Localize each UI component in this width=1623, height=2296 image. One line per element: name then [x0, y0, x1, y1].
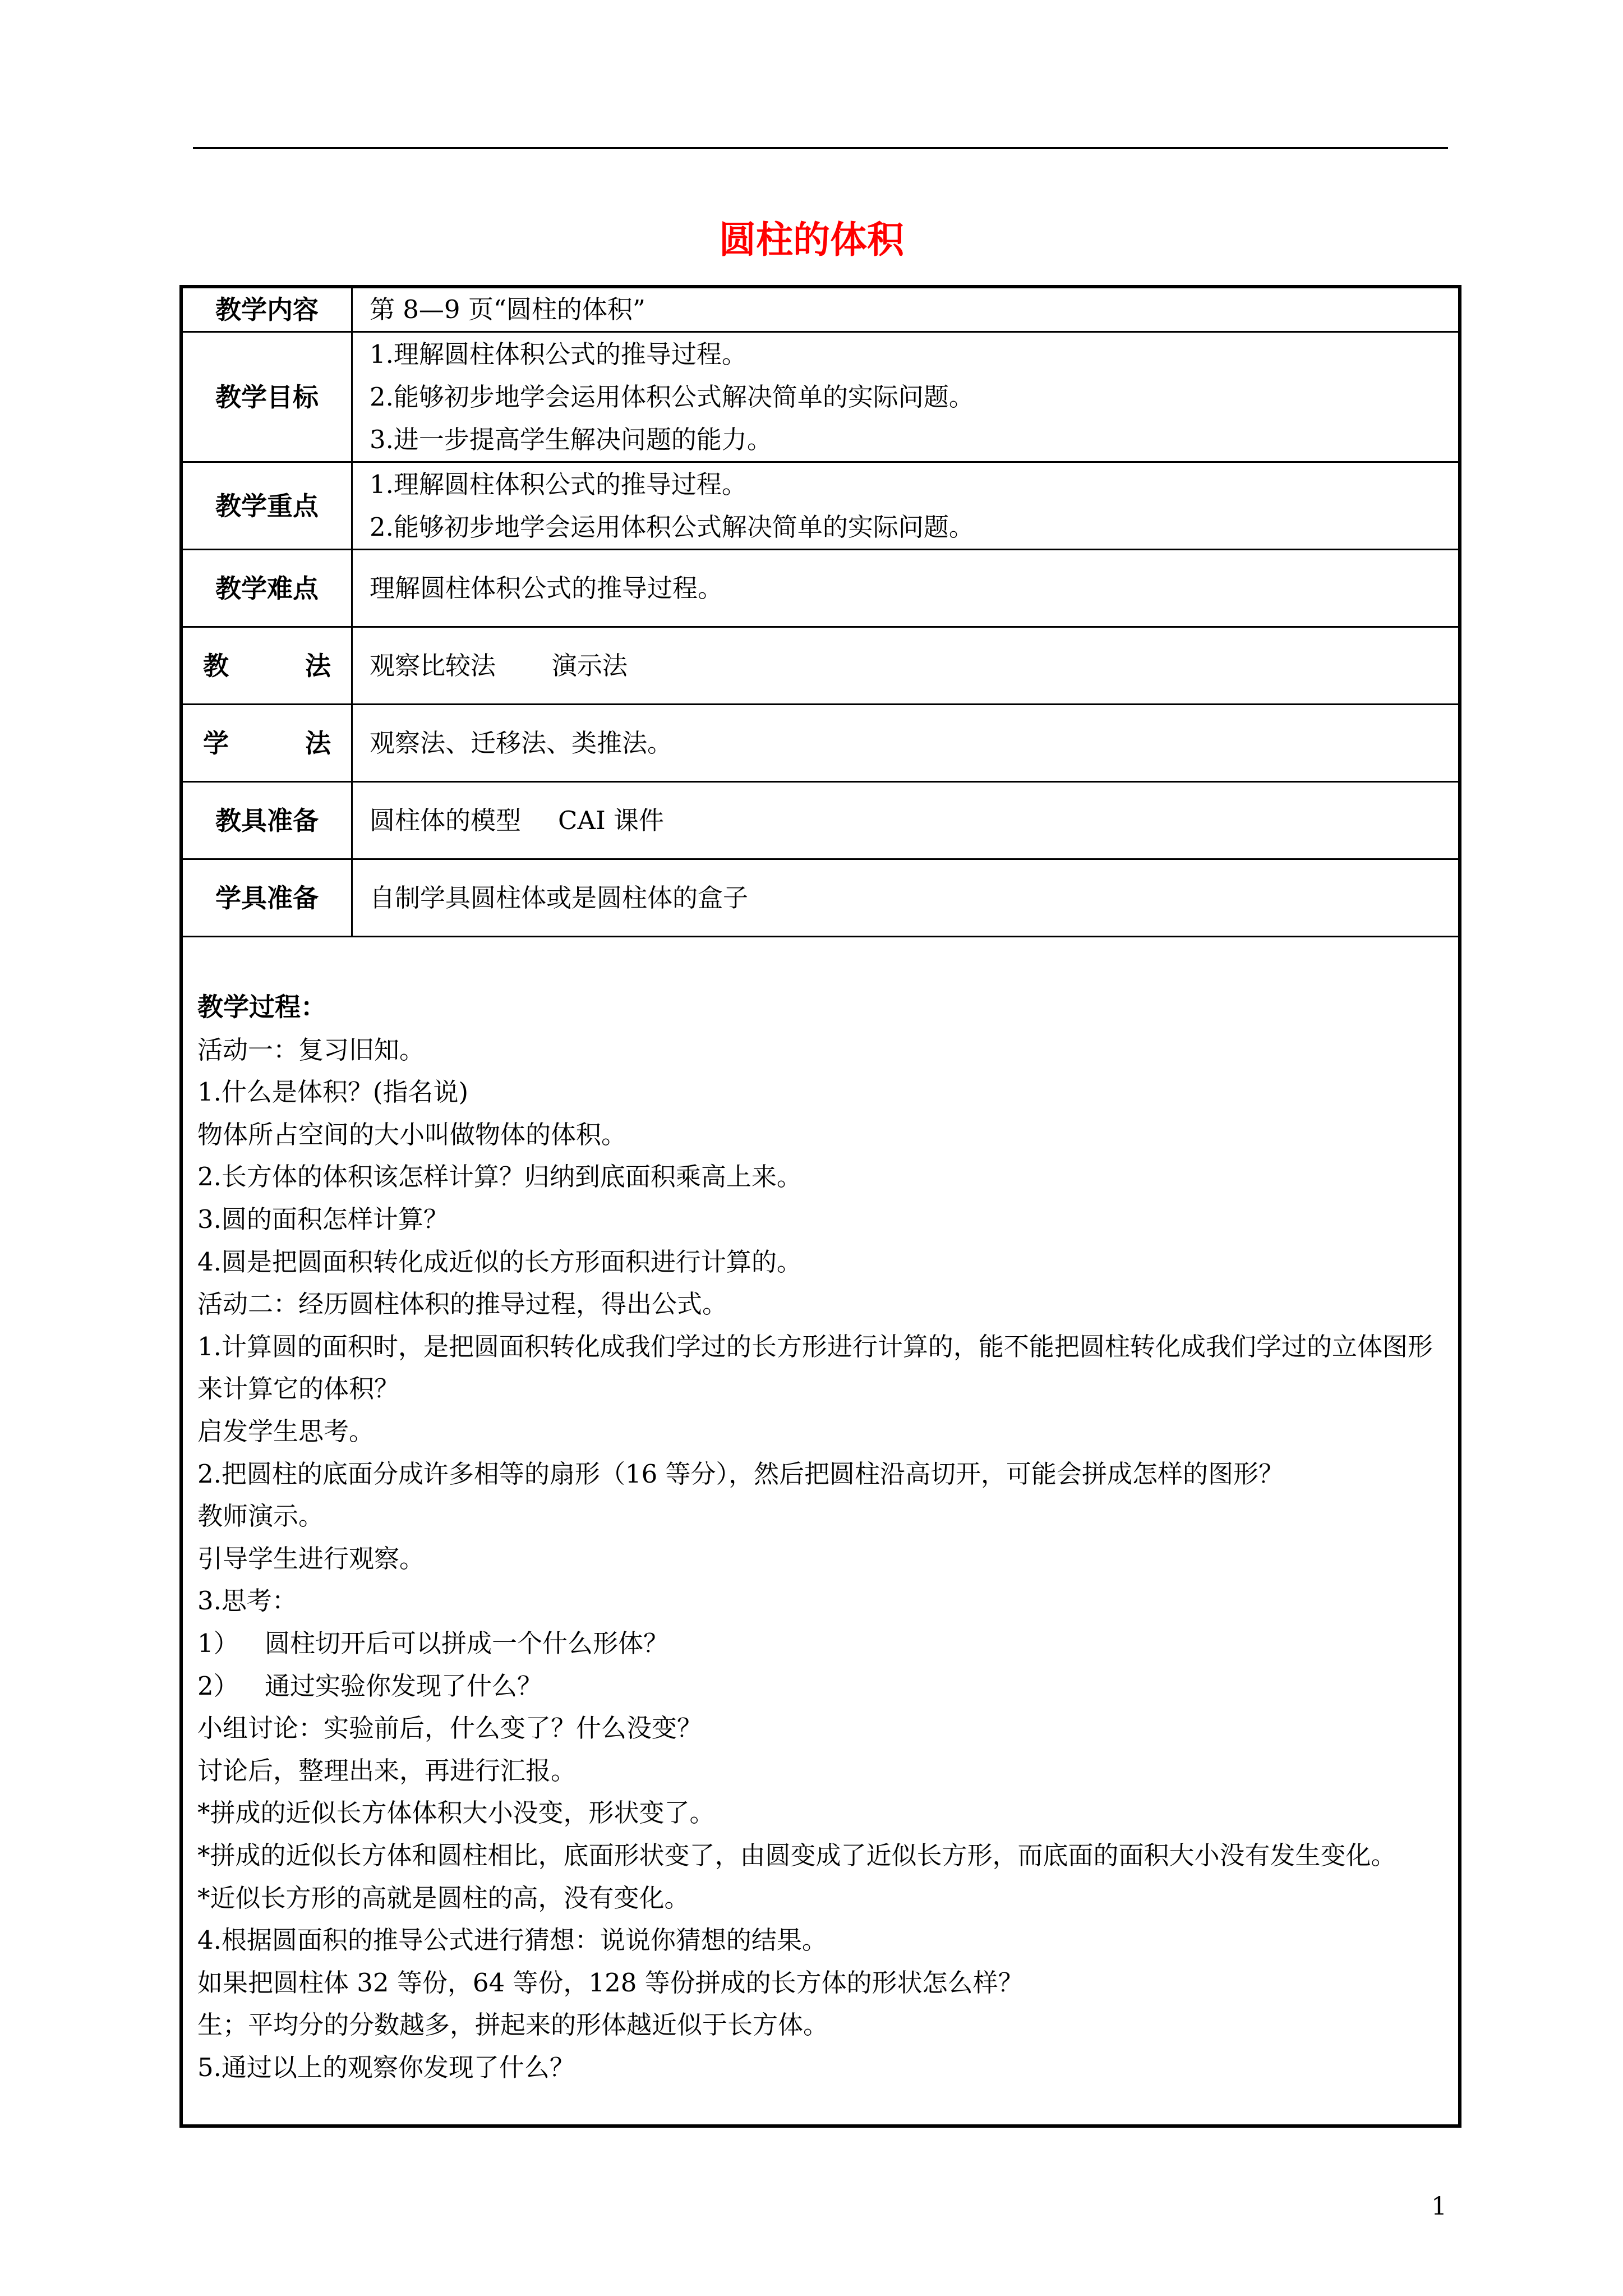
numbered-item-text: 通过实验你发现了什么？	[265, 1671, 543, 1701]
numbered-item	[197, 1665, 1444, 1708]
teaching-method-a: 观察比较法	[370, 650, 496, 680]
process-line: 4.根据圆面积的推导公式进行猜想：说说你猜想的结果。	[197, 1925, 827, 1955]
row-teaching-process	[181, 937, 1460, 2126]
process-line: 1.计算圆的面积时，是把圆面积转化成我们学过的长方形进行计算的，能不能把圆柱转化成我们学过的立体图形来计算它的体积？	[197, 1331, 1433, 1404]
process-line: 引导学生进行观察。	[197, 1543, 425, 1573]
numbered-item-text: 圆柱切开后可以拼成一个什么形体？	[265, 1628, 669, 1658]
value-key-points	[352, 462, 1460, 550]
objective-item: 2.能够初步地学会运用体积公式解决简单的实际问题。	[370, 381, 974, 412]
process-line: 活动二：经历圆柱体积的推导过程，得出公式。	[197, 1289, 728, 1319]
page-title: 圆柱的体积	[719, 218, 904, 261]
process-line: 生；平均分的分数越多，拼起来的形体越近似于长方体。	[197, 2010, 829, 2040]
label-teaching-content: 教学内容	[181, 287, 352, 332]
label-teaching-aids: 教具准备	[181, 782, 352, 859]
process-line: 如果把圆柱体 32 等份，64 等份，128 等份拼成的长方体的形状怎么样？	[197, 1967, 1023, 1998]
objective-item: 1.理解圆柱体积公式的推导过程。	[370, 339, 747, 369]
key-point-item: 2.能够初步地学会运用体积公式解决简单的实际问题。	[370, 512, 974, 542]
process-line: 教师演示。	[197, 1501, 324, 1531]
value-teaching-content: 第 8—9 页“圆柱的体积”	[352, 287, 1460, 332]
process-heading: 教学过程：	[197, 992, 326, 1023]
teaching-process	[181, 937, 1460, 2126]
objective-item: 3.进一步提高学生解决问题的能力。	[370, 424, 772, 454]
row-teaching-content	[181, 287, 1460, 332]
row-key-points	[181, 462, 1460, 550]
process-line: 2.长方体的体积该怎样计算？归纳到底面积乘高上来。	[197, 1162, 802, 1192]
process-line: 1.什么是体积？(指名说)	[197, 1077, 469, 1107]
row-objectives	[181, 332, 1460, 462]
numbered-item-num: 1）	[197, 1628, 239, 1658]
value-teaching-aids	[352, 782, 1460, 859]
process-line: 2.把圆柱的底面分成许多相等的扇形（16 等分），然后把圆柱沿高切开，可能会拼成怎样的图形？	[197, 1458, 1284, 1489]
process-line: 3.思考：	[197, 1586, 297, 1616]
value-objectives	[352, 332, 1460, 462]
process-line: 5.通过以上的观察你发现了什么？	[197, 2052, 575, 2082]
value-difficulty: 理解圆柱体积公式的推导过程。	[352, 550, 1460, 627]
label-objectives: 教学目标	[181, 332, 352, 462]
lesson-plan-table	[179, 285, 1461, 2128]
numbered-item	[197, 1622, 1444, 1665]
row-learning-method	[181, 705, 1460, 782]
label-difficulty: 教学难点	[181, 550, 352, 627]
process-line: 小组讨论：实验前后，什么变了？什么没变？	[197, 1713, 703, 1743]
label-learning-aids: 学具准备	[181, 859, 352, 937]
teaching-aid-b: CAI 课件	[558, 805, 665, 835]
numbered-item-num: 2）	[197, 1671, 239, 1701]
teaching-method-b: 演示法	[552, 650, 628, 680]
header-rule	[193, 147, 1448, 149]
label-teaching-method: 教 法	[181, 627, 352, 705]
row-difficulty	[181, 550, 1460, 627]
value-learning-method: 观察法、迁移法、类推法。	[352, 705, 1460, 782]
key-point-item: 1.理解圆柱体积公式的推导过程。	[370, 469, 747, 499]
process-line: 启发学生思考。	[197, 1416, 375, 1446]
process-line: 活动一：复习旧知。	[197, 1034, 425, 1065]
page-number: 1	[1431, 2192, 1447, 2221]
value-learning-aids: 自制学具圆柱体或是圆柱体的盒子	[352, 859, 1460, 937]
row-teaching-aids	[181, 782, 1460, 859]
process-line: 3.圆的面积怎样计算？	[197, 1204, 449, 1234]
row-learning-aids	[181, 859, 1460, 937]
row-teaching-method	[181, 627, 1460, 705]
teaching-aid-a: 圆柱体的模型	[370, 805, 522, 835]
process-line: *近似长方形的高就是圆柱的高，没有变化。	[197, 1883, 690, 1913]
process-line: *拼成的近似长方体和圆柱相比，底面形状变了，由圆变成了近似长方形，而底面的面积大小没有发生变化。	[197, 1840, 1396, 1870]
process-line: 讨论后，整理出来，再进行汇报。	[197, 1755, 577, 1786]
label-key-points: 教学重点	[181, 462, 352, 550]
process-line: *拼成的近似长方体体积大小没变，形状变了。	[197, 1798, 715, 1828]
value-teaching-method	[352, 627, 1460, 705]
process-line: 4.圆是把圆面积转化成近似的长方形面积进行计算的。	[197, 1246, 802, 1277]
label-learning-method: 学 法	[181, 705, 352, 782]
process-line: 物体所占空间的大小叫做物体的体积。	[197, 1119, 627, 1149]
